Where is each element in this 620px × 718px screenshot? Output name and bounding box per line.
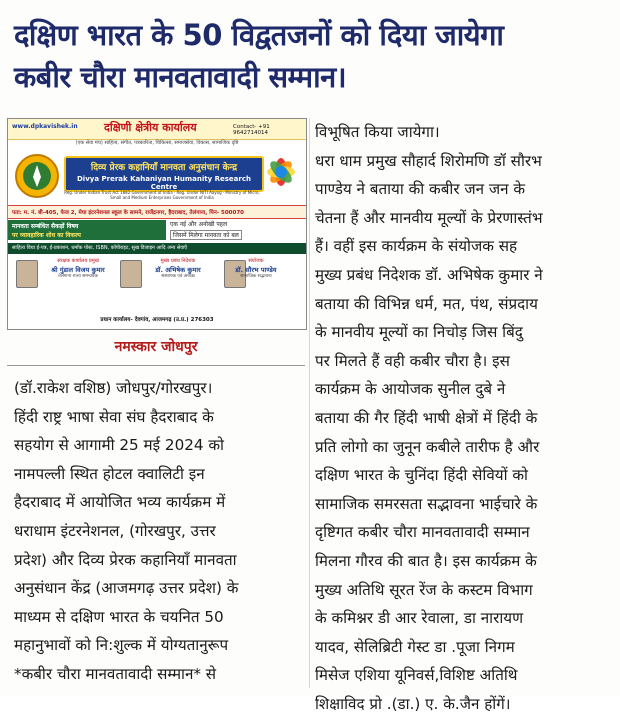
ad-org-name-box xyxy=(64,156,264,192)
ad-registration: Reg. Under Indian Trust Act 1882 Government of India · Reg. Under NITI Aayog · Ministry of Micro, Small and Medium Enterprises Government of India xyxy=(64,190,260,200)
ad-contact: Contact- +91 9642714014 xyxy=(233,124,270,136)
text-line: (डॉ.राकेश वशिष्ठ) जोधपुर/गोरखपुर। xyxy=(14,379,213,397)
ad-person-3 xyxy=(208,258,304,310)
person-role: संयोजक xyxy=(248,258,264,264)
text-line: सामाजिक समरसता सद्भावना भाईचारे के xyxy=(315,494,538,513)
person-name: डॉ. सौरभ पाण्डेय xyxy=(235,266,277,274)
ad-org-name-english: Divya Prerak Kahaniyan Humanity Research Centre xyxy=(77,175,251,191)
text-line: यादव, सेलिब्रिटी गेस्ट डा .पूजा निगम xyxy=(315,637,515,656)
text-line: पर मिलते हैं वही कबीर चौरा है। इस xyxy=(315,351,510,370)
ad-office-title: दक्षिणी क्षेत्रीय कार्यालय xyxy=(104,121,197,134)
column-divider xyxy=(309,118,310,688)
text-line: विभूषित किया जायेगा। xyxy=(315,123,440,141)
text-line: धरा धाम प्रमुख सौहार्द शिरोमणि डॉ सौरभ xyxy=(315,151,542,170)
ad-org-name-hindi: दिव्य प्रेरक कहानियाँ मानवता अनुसंधान केन्द्र xyxy=(90,163,238,173)
person-role: मुख्य प्रबंध निदेशक xyxy=(160,258,196,264)
ad-research-line-2: पर व्यावहारिक शोध का विकल्प xyxy=(12,232,81,239)
ad-people-row xyxy=(8,256,306,312)
text-line: महानुभावों को नि:शुल्क में योग्यतानुरूप xyxy=(14,636,229,655)
text-line: प्रदेश) और दिव्य प्रेरक कहानियाँ मानवता xyxy=(14,550,237,569)
headline-line-1: दक्षिण भारत के 50 विद्वतजनों को दिया जायेगा xyxy=(14,18,504,52)
text-line: *कबीर चौरा मानवतावादी सम्मान* से xyxy=(14,664,217,683)
ad-address: पता: म. नं. बी-405, फेज 2, मेघा इंटरनेशनल स्कूल के सामने, राजेंद्रनगर, हैदराबाद, तेलंगाना, पिन- 500070 xyxy=(12,210,244,216)
text-line: अनुसंधान केंद्र (आजमगढ़ उत्तर प्रदेश) के xyxy=(14,579,239,598)
text-line: पाण्डेय ने बताया की कबीर जन जन के xyxy=(315,180,526,199)
text-line: दक्षिण भारत के चुनिंदा हिंदी सेवियों को xyxy=(315,466,528,485)
ad-top-bar xyxy=(8,119,306,140)
text-line: हिंदी राष्ट्र भाषा सेवा संघ हैदराबाद के xyxy=(14,407,214,426)
article-right-column xyxy=(315,118,615,718)
text-line: के मानवीय मूल्यों का निचोड़ जिस बिंदु xyxy=(315,323,523,342)
advertisement-banner xyxy=(7,118,307,330)
ad-note-1: एक नई और अनोखी पहल xyxy=(170,221,228,228)
text-line: के कमिश्नर डी आर रेवाला, डा नारायण xyxy=(315,609,524,628)
person-role: संरक्षक कार्यालय प्रमुख xyxy=(57,258,99,264)
text-line: नामपल्ली स्थित होटल क्वालिटी इन xyxy=(14,464,205,483)
text-line: मुख्य प्रबंध निदेशक डॉ. अभिषेक कुमार ने xyxy=(315,265,543,284)
article-left-column xyxy=(14,374,304,689)
divider xyxy=(7,365,305,366)
text-line: मिसेज एशिया यूनिवर्स,विशिष्ट अतिथि xyxy=(315,666,518,685)
ad-research-banner xyxy=(8,220,166,240)
ad-website: www.dpkavishek.in xyxy=(12,123,78,130)
text-line: मुख्य अतिथि सूरत रेंज के कस्टम विभाग xyxy=(315,580,533,599)
org-logo-icon xyxy=(14,153,60,199)
person-title: तेलंगाना राज्य समन्वयक xyxy=(58,274,98,279)
ad-tagline: (एक सेवा मंच) साहित्य, संगीत, पत्रकारिता, चिकित्सा, समाजसेवा, विकास, सामाजिक दृष्टि xyxy=(75,140,239,146)
ad-address-bar xyxy=(8,205,306,219)
person-title: सामाजिक सद्भावना xyxy=(240,274,272,279)
headline-line-2: कबीर चौरा मानवतावादी सम्मान। xyxy=(14,60,347,94)
ad-person-1 xyxy=(30,258,126,310)
text-line: बताया की गैर हिंदी भाषी क्षेत्रों में हिंदी के xyxy=(315,408,538,427)
text-line: माध्यम से दक्षिण भारत के चयनित 50 xyxy=(14,607,224,626)
person-name: डॉ. अभिषेक कुमार xyxy=(155,266,201,274)
text-line: दृष्टिगत कबीर चौरा मानवतावादी सम्मान xyxy=(315,523,530,542)
headline xyxy=(14,14,610,98)
text-line: धराधाम इंटरनेशनल, (गोरखपुर, उत्तर xyxy=(14,521,216,540)
person-name: श्री गुंडाल विजय कुमार xyxy=(51,266,105,274)
ad-note-2: जिसमें मिलेगा मानवता को बल xyxy=(170,230,242,240)
text-line: शिक्षाविद प्रो .(डा.) ए. के.जैन होंगें। xyxy=(315,694,511,713)
ad-head-office: प्रधान कार्यालय- देवगांव, आजमगढ़ (उ.प्र.) 276303 xyxy=(100,317,214,323)
ad-services-text: साहित्य विधा ई-पत्र, ई-प्रकाशन, धर्मांक पोस्ट, ISBN, कॉपीराइट, सुख डिजाइन आदि अन्य सेवाएँ xyxy=(12,245,188,251)
text-line: प्रति लोगो का जुनून कबीले तारीफ है और xyxy=(315,437,540,456)
text-line: हैदराबाद में आयोजित भव्य कार्यक्रम में xyxy=(14,493,226,512)
ad-research-line-1: मानवता सम्बंधित सैकड़ों विषय xyxy=(12,223,79,230)
text-line: चेतना हैं और मानवीय मूल्यों के प्रेरणास्तंभ xyxy=(315,208,543,227)
ad-services-strip xyxy=(8,243,306,254)
text-line: हैं। वहीं इस कार्यक्रम के संयोजक सह xyxy=(315,237,518,256)
text-line: कार्यक्रम के आयोजक सुनील दुबे ने xyxy=(315,380,506,399)
text-line: सहयोग से आगामी 25 मई 2024 को xyxy=(14,436,224,455)
subheading: नमस्कार जोधपुर xyxy=(114,339,198,355)
text-line: मिलना गौरव की बात है। इस कार्यक्रम के xyxy=(315,551,537,570)
person-title: संस्थापक एवं अध्यक्ष xyxy=(161,274,195,279)
flower-emblem-icon xyxy=(259,150,303,194)
text-line: बताया की विभिन्न धर्म, मत, पंथ, संप्रदाय xyxy=(315,294,538,313)
